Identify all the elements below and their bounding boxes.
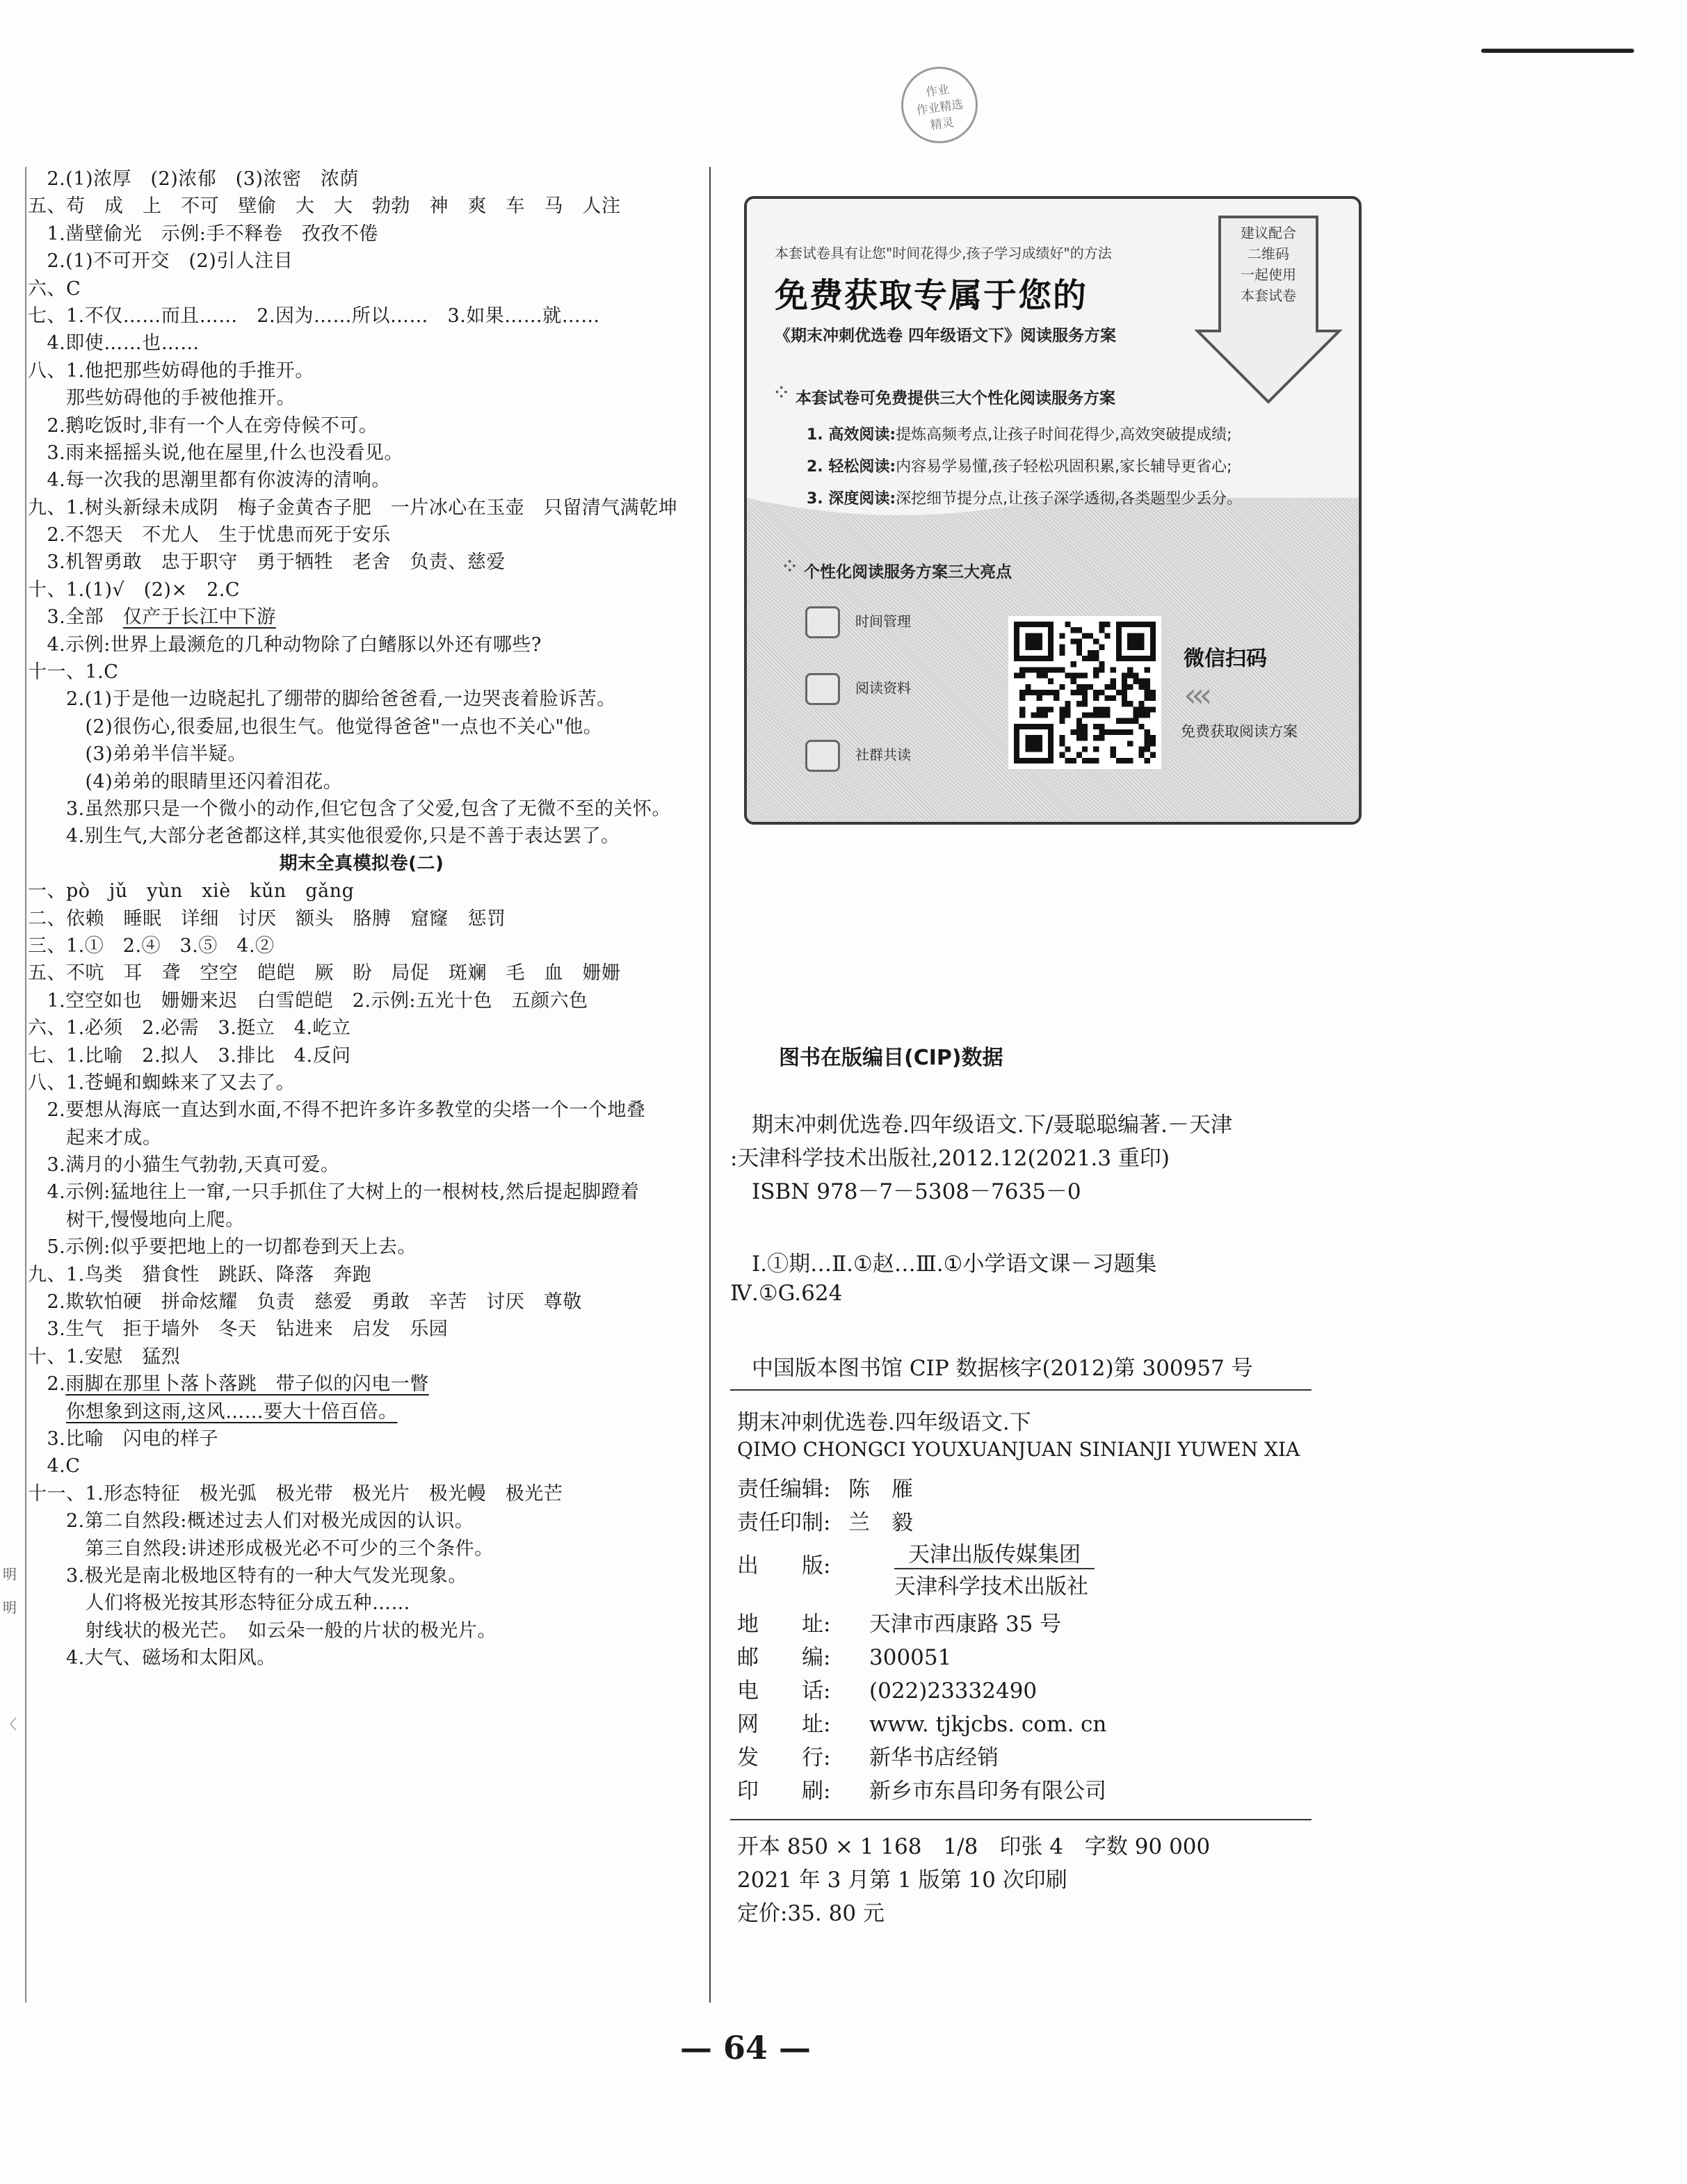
column-divider <box>709 167 711 2003</box>
website-row: 网 址: www. tjkjcbs. com. cn <box>737 1712 1107 1737</box>
answer-line: 2.雨脚在那里卜落卜落跳 带子似的闪电一瞥 <box>28 1373 429 1396</box>
answer-line: (3)弟弟半信半疑。 <box>28 743 247 766</box>
answer-line <box>28 1398 695 1425</box>
ad-services-heading: ⁘ 本套试卷可免费提供三大个性化阅读服务方案 <box>796 385 1115 408</box>
answer-line: 3.机智勇敢 忠于职守 勇于牺牲 老舍 负责、慈爱 <box>28 551 506 574</box>
publisher-group: 天津出版传媒集团 <box>894 1537 1095 1569</box>
answer-line: 2.欺软怕硬 拼命炫耀 负责 慈爱 勇敢 辛苦 讨厌 尊敬 <box>28 1291 582 1313</box>
answer-key-column <box>28 165 695 1672</box>
answer-line: (2)很伤心,很委屈,也很生气。他觉得爸爸"一点也不关心"他。 <box>28 715 603 738</box>
ad-service-item: 2. 轻松阅读:内容易学易懂,孩子轻松巩固积累,家长辅导更省心; <box>807 458 1232 476</box>
answer-line: 五、不吭 耳 聋 空空 皑皑 厥 盼 局促 斑斓 毛 血 姗姗 <box>28 962 621 985</box>
answer-line: 2.要想从海底一直达到水面,不得不把许多许多教堂的尖塔一个一个地叠 <box>28 1099 646 1122</box>
publisher-row: 出 版: <box>737 1553 831 1578</box>
free-plan-label: 免费获取阅读方案 <box>1181 723 1298 740</box>
answer-line: 1.空空如也 姗姗来迟 白雪皑皑 2.示例:五光十色 五颜六色 <box>28 989 588 1012</box>
answer-line: 十一、1.C <box>28 661 119 683</box>
reading-service-ad <box>744 196 1362 825</box>
left-margin-rule <box>25 167 26 2003</box>
answer-line: 2.(1)于是他一边晓起扎了绷带的脚给爸爸看,一边哭丧着脸诉苦。 <box>28 688 616 711</box>
feature-time-management: 时间管理 <box>805 606 911 638</box>
answer-line: 五、苟 成 上 不可 壁偷 大 大 勃勃 神 爽 车 马 人注 <box>28 195 621 218</box>
spec-format: 开本 850 × 1 168 1/8 印张 4 字数 90 000 <box>737 1834 1211 1859</box>
answer-line: 4.大气、磁场和太阳风。 <box>28 1647 276 1669</box>
answer-line: 十、1.安慰 猛烈 <box>28 1345 181 1368</box>
spec-printing: 2021 年 3 月第 1 版第 10 次印刷 <box>737 1868 1067 1893</box>
answer-line: 3.比喻 闪电的样子 <box>28 1427 219 1450</box>
cip-classification: Ⅳ.①G.624 <box>730 1281 843 1306</box>
answer-line: 八、1.他把那些妨碍他的手推开。 <box>28 359 314 382</box>
answer-line: 2.鹅吃饭时,非有一个人在旁侍候不可。 <box>28 414 378 437</box>
cip-line: :天津科学技术出版社,2012.12(2021.3 重印) <box>730 1146 1170 1171</box>
chevron-left-icon: ‹‹‹ <box>1184 676 1207 715</box>
ad-service-item: 3. 深度阅读:深挖细节提分点,让孩子深学透彻,各类题型少丢分。 <box>807 490 1243 508</box>
answer-line: 第三自然段:讲述形成极光必不可少的三个条件。 <box>28 1537 494 1560</box>
answer-line: 十一、1.形态特征 极光弧 极光带 极光片 极光幔 极光芒 <box>28 1482 563 1505</box>
cip-line: ISBN 978－7－5308－7635－0 <box>730 1179 1081 1204</box>
answer-line: 一、pò jǔ yùn xiè kǔn gǎng <box>28 880 355 903</box>
answer-line: 4.即使……也…… <box>28 332 200 355</box>
answer-line: 3.极光是南北极地区特有的一种大气发光现象。 <box>28 1564 467 1587</box>
distribution-row: 发 行: 新华书店经销 <box>737 1745 999 1770</box>
ad-service-item: 1. 高效阅读:提炼高频考点,让孩子时间花得少,高效突破提成绩; <box>807 426 1232 444</box>
phone-row: 电 话: (022)23332490 <box>737 1679 1038 1704</box>
answer-line: 九、1.树头新绿未成阴 梅子金黄杏子肥 一片冰心在玉壶 只留清气满乾坤 <box>28 496 678 519</box>
feature-group-reading: 社群共读 <box>805 740 911 772</box>
answer-line: 十、1.(1)√ (2)× 2.C <box>28 579 240 601</box>
answer-line: 起来才成。 <box>28 1126 162 1149</box>
answer-line: 九、1.鸟类 猎食性 跳跃、降落 奔跑 <box>28 1263 372 1286</box>
answer-line: 3.虽然那只是一个微小的动作,但它包含了父爱,包含了无微不至的关怀。 <box>28 798 671 820</box>
feature-reading-materials: 阅读资料 <box>805 673 911 705</box>
book-title: 期末冲刺优选卷.四年级语文.下 <box>737 1410 1031 1435</box>
editor-row: 责任编辑: 陈 雁 <box>737 1477 913 1502</box>
answer-line: 七、1.不仅……而且…… 2.因为……所以…… 3.如果……就…… <box>28 305 600 327</box>
calendar-icon <box>805 606 840 638</box>
cip-line: 期末冲刺优选卷.四年级语文.下/聂聪聪编著.－天津 <box>730 1113 1233 1138</box>
ad-arrow-text: 建议配合 二维码 一起使用 本套试卷 <box>1241 225 1296 304</box>
cip-number: 中国版本图书馆 CIP 数据核字(2012)第 300957 号 <box>730 1356 1253 1381</box>
answer-line: 七、1.比喻 2.拟人 3.排比 4.反问 <box>28 1044 351 1067</box>
qr-code-icon <box>1014 622 1156 763</box>
ad-highlights-heading: ⁘ 个性化阅读服务方案三大亮点 <box>804 559 1012 582</box>
book-pinyin: QIMO CHONGCI YOUXUANJUAN SINIANJI YUWEN XIA <box>737 1438 1300 1461</box>
answer-line: 射线状的极光芒。 如云朵一般的片状的极光片。 <box>28 1619 497 1642</box>
answer-line: 2.(1)不可开交 (2)引人注目 <box>28 250 293 273</box>
answer-line: 八、1.苍蝇和蜘蛛来了又去了。 <box>28 1071 296 1094</box>
answer-line: 六、C <box>28 277 81 300</box>
publisher-name: 天津科学技术出版社 <box>894 1574 1088 1599</box>
section-title: 期末全真模拟卷(二) <box>279 852 444 874</box>
ad-title: 免费获取专属于您的 <box>775 276 1088 315</box>
spec-price: 定价:35. 80 元 <box>737 1901 885 1926</box>
answer-line: 二、依赖 睡眠 详细 讨厌 额头 胳膊 窟窿 惩罚 <box>28 907 506 930</box>
underlined-answer: 你想象到这雨,这风……要大十倍百倍。 <box>66 1400 398 1423</box>
page-number: — 64 — <box>680 2029 812 2066</box>
answer-line: 3.雨来摇摇头说,他在屋里,什么也没看见。 <box>28 442 403 464</box>
answer-line: 4.每一次我的思潮里都有你波涛的清响。 <box>28 469 391 492</box>
answer-line: 那些妨碍他的手被他推开。 <box>28 387 296 410</box>
answer-line: 4.C <box>28 1455 81 1478</box>
wechat-scan-label: 微信扫码 <box>1184 647 1267 671</box>
ad-subtitle: 《期末冲刺优选卷 四年级语文下》阅读服务方案 <box>775 327 1117 345</box>
answer-line: 三、1.① 2.④ 3.⑤ 4.② <box>28 935 275 957</box>
answer-line: 人们将极光按其形态特征分成五种…… <box>28 1592 410 1615</box>
stamp-seal: 作业 作业精选 精灵 <box>896 62 983 148</box>
rule <box>730 1389 1311 1391</box>
answer-line: 3.生气 拒于墙外 冬天 钻进来 启发 乐园 <box>28 1318 449 1341</box>
answer-line: 4.别生气,大部分老爸都这样,其实他很爱你,只是不善于表达罢了。 <box>28 825 620 848</box>
answer-line: 3.全部 仅产于长江中下游 <box>28 606 276 629</box>
top-rule <box>1481 49 1634 53</box>
printer-row: 印 刷: 新乡市东昌印务有限公司 <box>737 1779 1106 1804</box>
qr-code[interactable] <box>1008 616 1161 769</box>
answer-line: 4.示例:世界上最濒危的几种动物除了白鳍豚以外还有哪些? <box>28 633 542 656</box>
answer-line: 1.凿壁偷光 示例:手不释卷 孜孜不倦 <box>28 223 378 245</box>
underlined-answer: 仅产于长江中下游 <box>122 606 276 629</box>
answer-line: 5.示例:似乎要把地上的一切都卷到天上去。 <box>28 1236 417 1259</box>
tools-icon <box>805 673 840 705</box>
cip-classification: Ⅰ.①期…Ⅱ.①赵…Ⅲ.①小学语文课－习题集 <box>730 1252 1157 1277</box>
rule <box>730 1819 1311 1820</box>
print-manager-row: 责任印制: 兰 毅 <box>737 1510 913 1535</box>
underlined-answer: 雨脚在那里卜落卜落跳 带子似的闪电一瞥 <box>65 1373 429 1396</box>
answer-line: 4.示例:猛地往上一窜,一只手抓住了大树上的一根树枝,然后提起脚蹬着 <box>28 1181 640 1204</box>
answer-line: 3.满月的小猫生气勃勃,天真可爱。 <box>28 1154 340 1176</box>
edge-marks: 明 明 〈 <box>3 1566 17 1733</box>
cip-title: 图书在版编目(CIP)数据 <box>779 1046 1003 1070</box>
answer-line: 2.(1)浓厚 (2)浓郁 (3)浓密 浓荫 <box>28 168 359 190</box>
address-row: 地 址: 天津市西康路 35 号 <box>737 1612 1062 1637</box>
answer-line: 六、1.必须 2.必需 3.挺立 4.屹立 <box>28 1017 351 1040</box>
ad-intro: 本套试卷具有让您"时间花得少,孩子学习成绩好"的方法 <box>775 245 1112 261</box>
postcode-row: 邮 编: 300051 <box>737 1645 952 1670</box>
person-icon <box>805 740 840 772</box>
answer-line: 树干,慢慢地向上爬。 <box>28 1208 245 1231</box>
answer-line: (4)弟弟的眼睛里还闪着泪花。 <box>28 770 343 793</box>
answer-line: 2.不怨天 不尤人 生于忧患而死于安乐 <box>28 524 391 547</box>
answer-line: 2.第二自然段:概述过去人们对极光成因的认识。 <box>28 1510 474 1532</box>
